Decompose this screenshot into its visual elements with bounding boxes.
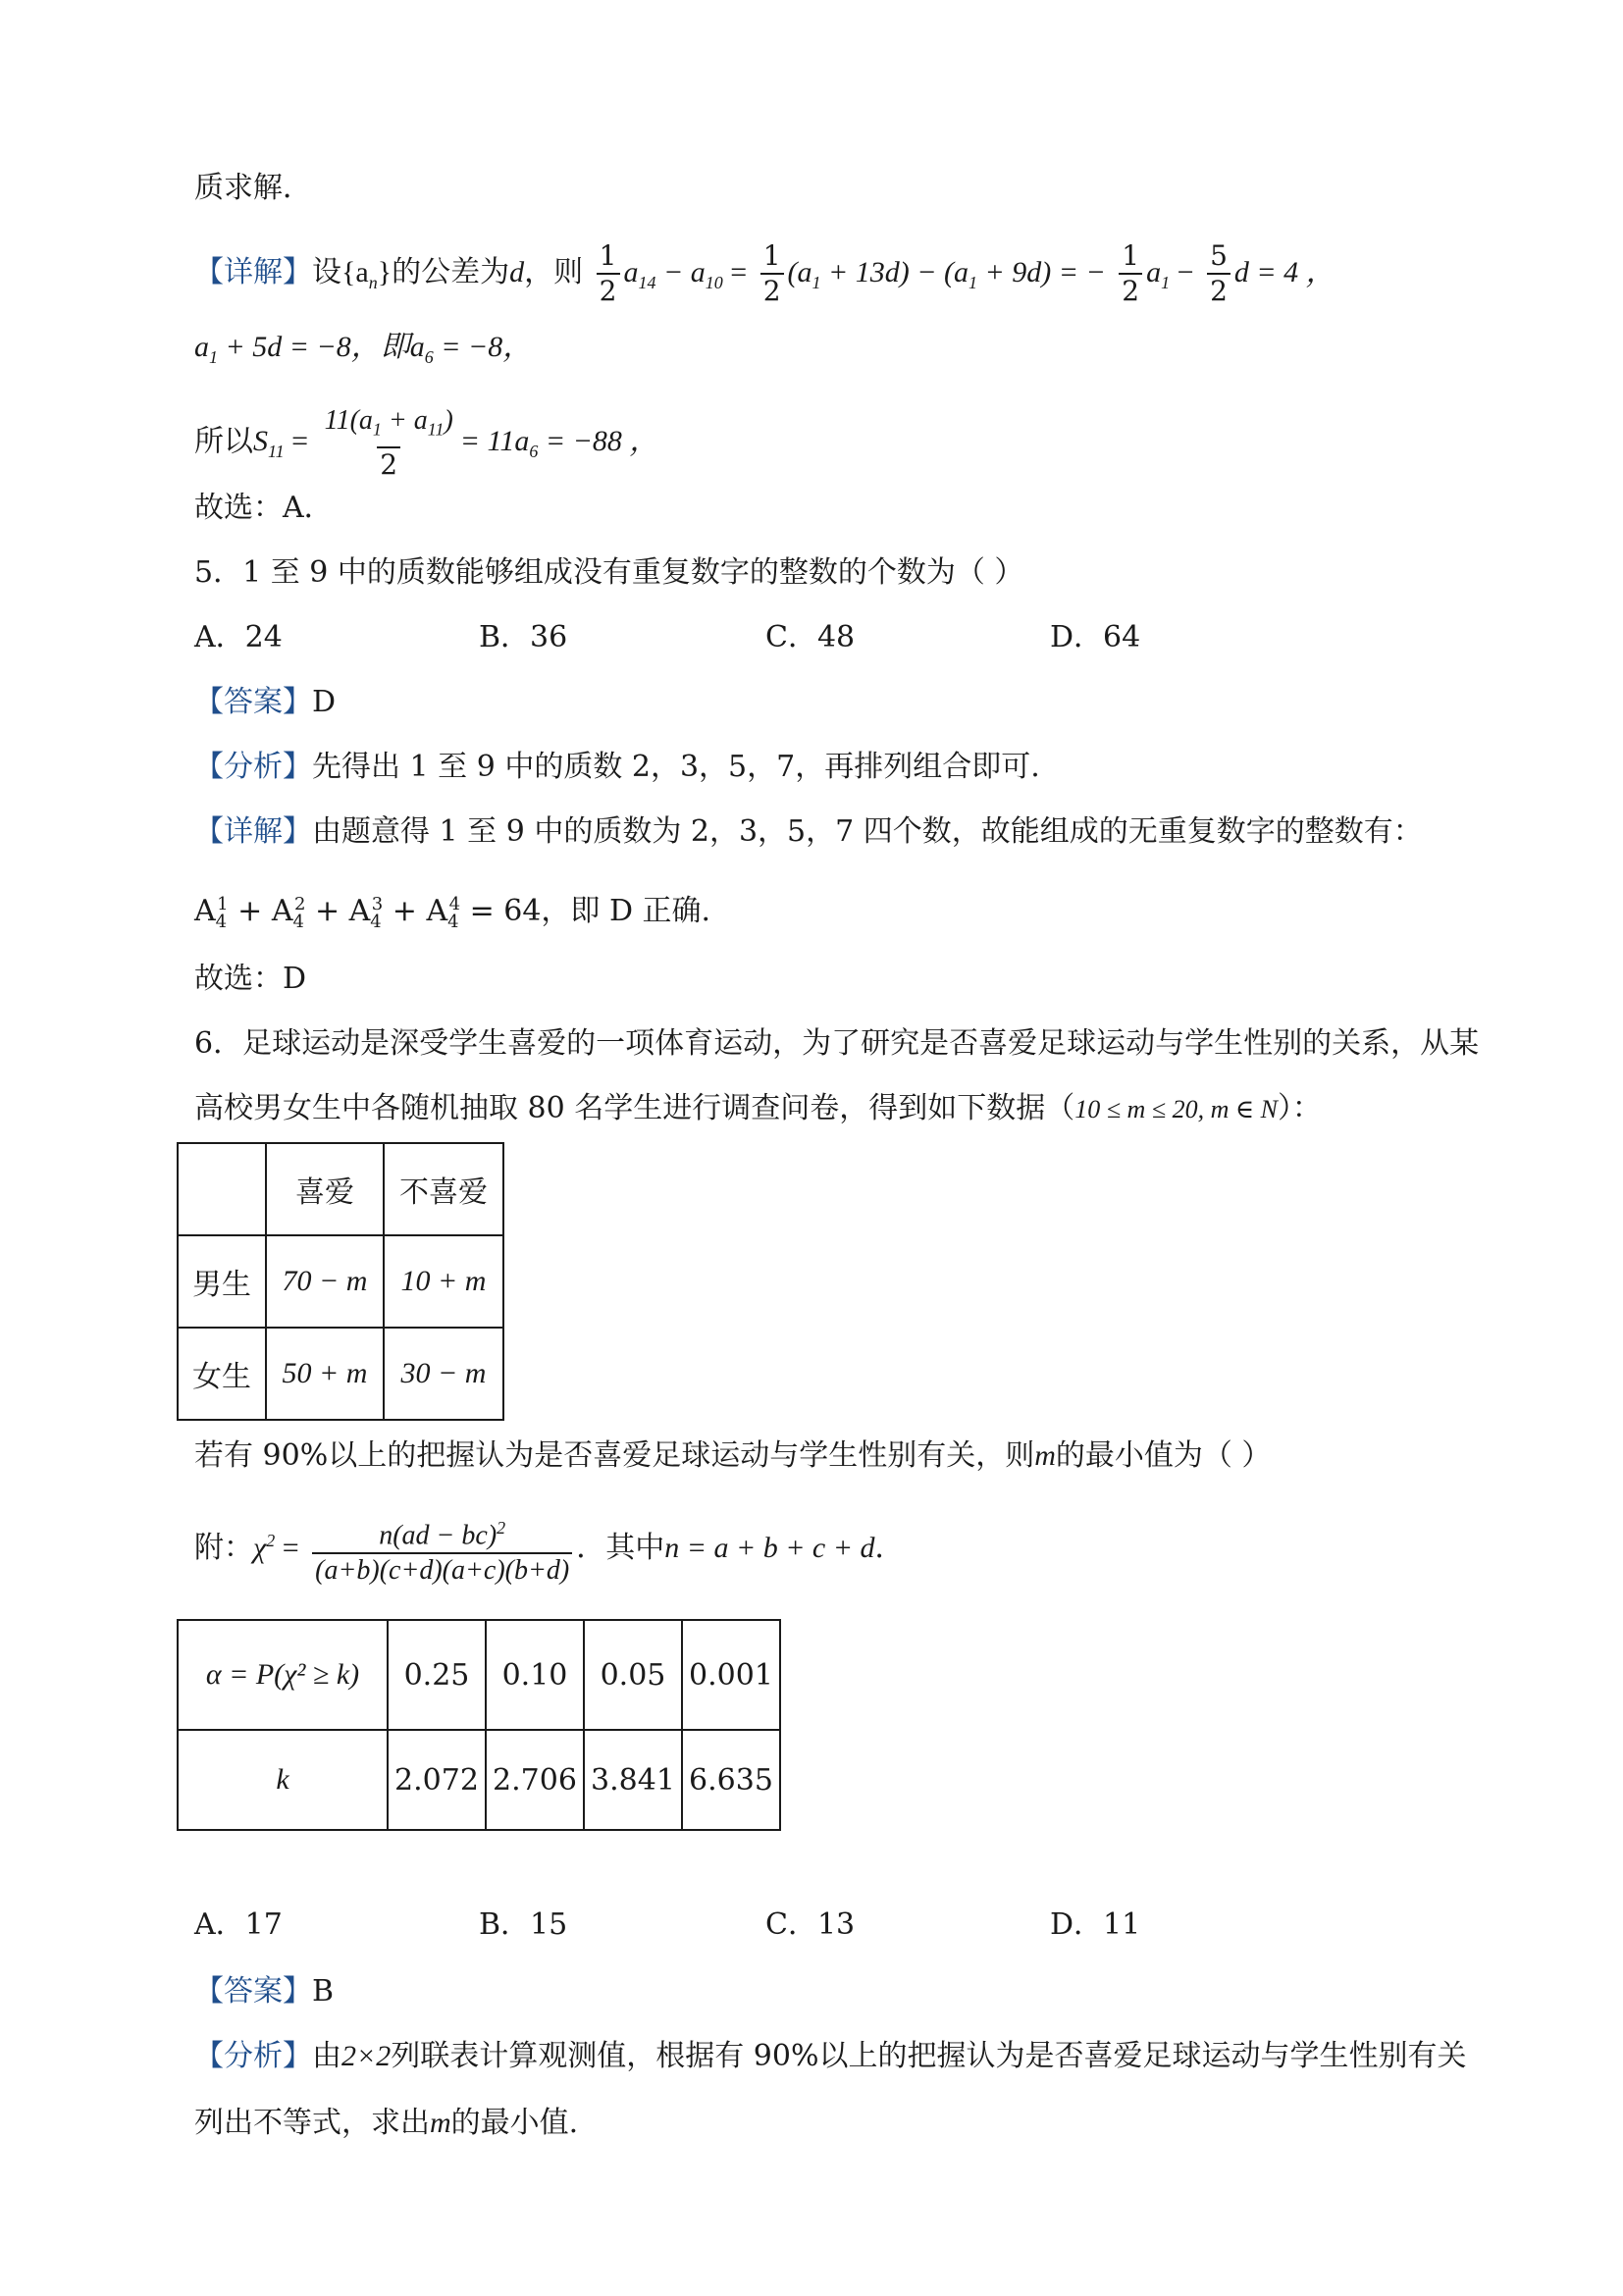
option-c: C．13 [765,1907,856,1942]
detail-5: 【详解】由题意得 1 至 9 中的质数为 2，3，5，7 四个数，故能组成的无重复数字的整数有： [194,814,1423,849]
table-header-like: 喜爱 [266,1143,384,1235]
contingency-table [177,1142,504,1421]
option-b: B．36 [479,620,568,654]
table-header-dislike: 不喜爱 [384,1143,503,1235]
detail-line-1: 【详解】设$\{a_n\}$的公差为d，则 $\frac{1}{2}$ $a_{14} - a_{10}$ = $\frac{1}{2}$ $(a_1 + 13d) - (a_1 + 9d)$ = − $\frac{1}{2}$ $a_1$ − $\frac{5}{2}$ d = 4 ， [194,239,1335,307]
choose-5: 故选：D [194,962,307,996]
fraction-five-halves: $\frac{5}{2}$ [1207,239,1230,308]
option-c: C．48 [765,620,856,654]
detail-line-3: 所以$S_{11}$ = $\frac{11(a_1 + a_{11})}{2}$ = $11a_6 = -88$ ， [194,405,659,481]
fraction-half-3: $\frac{1}{2}$ [1119,239,1142,308]
analysis-6-line-2: 列出不等式，求出m的最小值. [194,2106,579,2140]
table-row: 女生 50 + m 30 − m [178,1328,503,1420]
detail-tag: 【详解】 [194,255,312,289]
option-d: D．11 [1050,1907,1141,1942]
question-6-line-2: 高校男女生中各随机抽取 80 名学生进行调查问卷，得到如下数据（10 ≤ m ≤ 20, m ∈ N）： [194,1091,1322,1125]
fraction-sum: $\frac{11(a_1 + a_{11})}{2}$ [324,405,453,481]
table-row: α = P(χ² ≥ k) 0.25 0.10 0.05 0.001 [178,1620,780,1730]
option-a: A．17 [194,1907,283,1942]
text-line-solve: 质求解． [194,171,312,205]
question-5: 5．1 至 9 中的质数能够组成没有重复数字的整数的个数为（ ） [194,555,1024,590]
option-d: D．64 [1050,620,1141,654]
choose-line-4: 故选：A． [194,491,334,525]
analysis-5: 【分析】先得出 1 至 9 中的质数 2，3，5，7，再排列组合即可. [194,750,1040,784]
chi-square-formula: 附：$\chi^2$ = $\frac{n(ad - bc)^2}{(a+b)(c+d)(a+c)(b+d)}$ ．其中n = a + b + c + d． [194,1511,905,1588]
table-header-empty [178,1143,266,1235]
fraction-chi-square: $\frac{n(ad - bc)^2}{(a+b)(c+d)(a+c)(b+d)}$ [312,1511,572,1588]
question-6-line-1: 6．足球运动是深受学生喜爱的一项体育运动，为了研究是否喜爱足球运动与学生性别的关系，从某 [194,1026,1480,1061]
answer-6: 【答案】B [194,1974,335,2009]
detail-line-2: $a_1 + 5d = -8$，即$a_6 = -8$， [194,331,533,367]
table-row: k 2.072 2.706 3.841 6.635 [178,1730,780,1830]
fraction-half-2: $\frac{1}{2}$ [760,239,784,308]
critical-value-table [177,1619,781,1831]
answer-5: 【答案】D [194,685,337,719]
question-6-prompt: 若有 90%以上的把握认为是否喜爱足球运动与学生性别有关，则m的最小值为（ ） [194,1438,1272,1473]
analysis-6-line-1: 【分析】由2×2列联表计算观测值，根据有 90%以上的把握认为是否喜爱足球运动与学生性别有关 [194,2039,1467,2073]
table-row: 男生 70 − m 10 + m [178,1235,503,1328]
option-a: A．24 [194,620,283,654]
permutation-line: $A_4^1 + A_4^2 + A_4^3 + A_4^4 = 64$，即 D 正确. [194,894,711,932]
fraction-half-1: $\frac{1}{2}$ [597,239,620,308]
option-b: B．15 [479,1907,568,1942]
